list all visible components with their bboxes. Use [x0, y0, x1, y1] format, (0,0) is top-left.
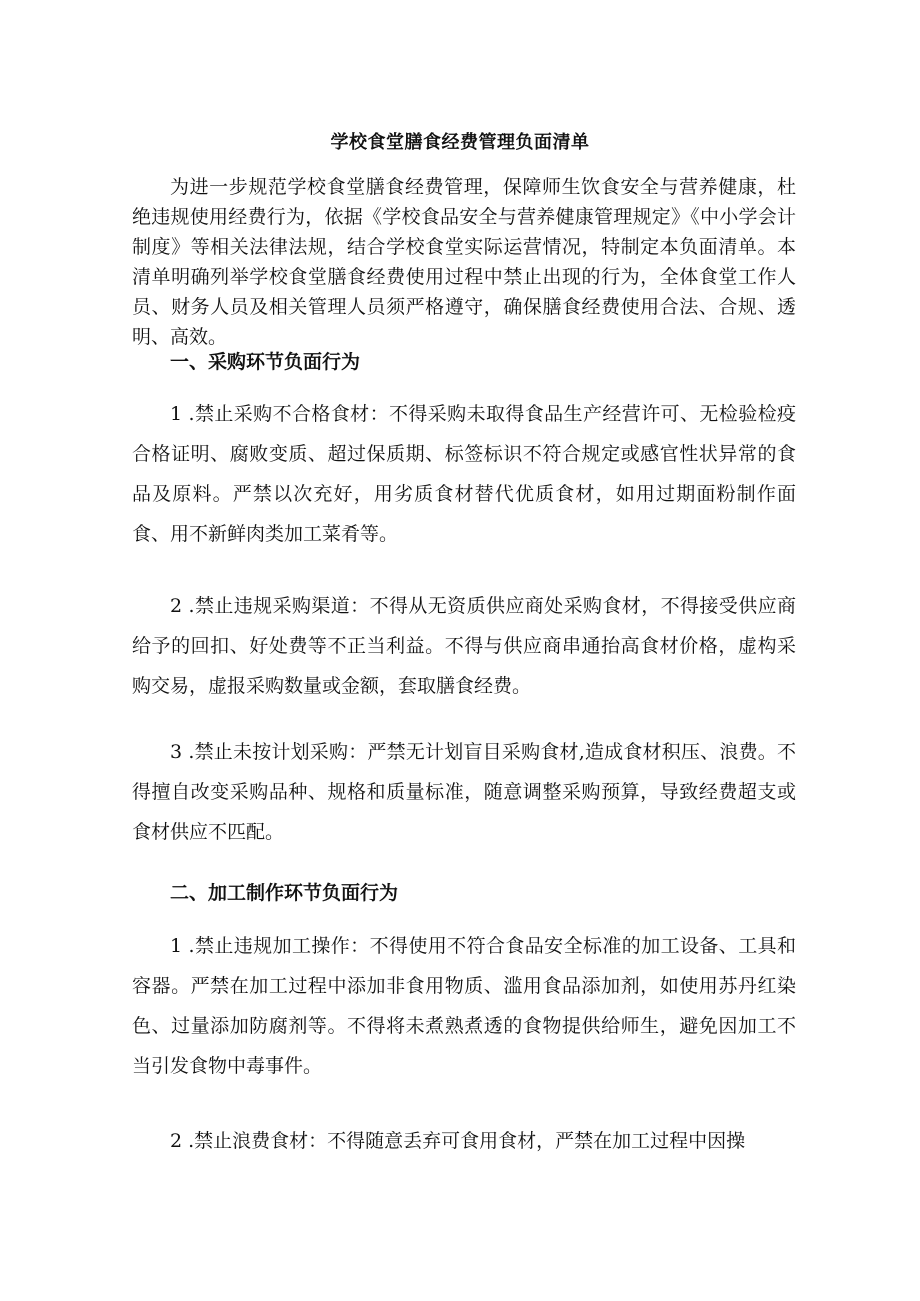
procurement-item-1: 1 .禁止采购不合格食材：不得采购未取得食品生产经营许可、无检验检疫合格证明、腐败变质、超过保质期、标签标识不符合规定或感官性状异常的食品及原料。严禁以次充好，用劣质食材替代优质食材，如用过期面粉制作面食、用不新鲜肉类加工菜肴等。: [132, 403, 796, 545]
processing-item-1: 1 .禁止违规加工操作：不得使用不符合食品安全标准的加工设备、工具和容器。严禁在加工过程中添加非食用物质、滥用食品添加剂，如使用苏丹红染色、过量添加防腐剂等。不得将未煮熟煮透的食物提供给师生，避免因加工不当引发食物中毒事件。: [132, 935, 796, 1077]
procurement-item-2: 2 .禁止违规采购渠道：不得从无资质供应商处采购食材，不得接受供应商给予的回扣、好处费等不正当利益。不得与供应商串通抬高食材价格，虚构采购交易，虚报采购数量或金额，套取膳食经费。: [132, 595, 796, 697]
intro-paragraph: 为进一步规范学校食堂膳食经费管理，保障师生饮食安全与营养健康，杜绝违规使用经费行为，依据《学校食品安全与营养健康管理规定》《中小学会计制度》等相关法律法规，结合学校食堂实际运营情况，特制定本负面清单。本清单明确列举学校食堂膳食经费使用过程中禁止出现的行为，全体食堂工作人员、财务人员及相关管理人员须严格遵守，确保膳食经费使用合法、合规、透明、高效。: [132, 176, 796, 348]
section-heading-processing: 二、加工制作环节负面行为: [170, 882, 399, 904]
processing-item-2: 2 .禁止浪费食材：不得随意丢弃可食用食材，严禁在加工过程中因操: [170, 1130, 746, 1152]
procurement-item-3: 3 .禁止未按计划采购：严禁无计划盲目采购食材,造成食材积压、浪费。不得擅自改变采购品种、规格和质量标准，随意调整采购预算，导致经费超支或食材供应不匹配。: [132, 741, 796, 843]
document-title: 学校食堂膳食经费管理负面清单: [330, 132, 590, 153]
section-heading-procurement: 一、采购环节负面行为: [170, 351, 361, 373]
